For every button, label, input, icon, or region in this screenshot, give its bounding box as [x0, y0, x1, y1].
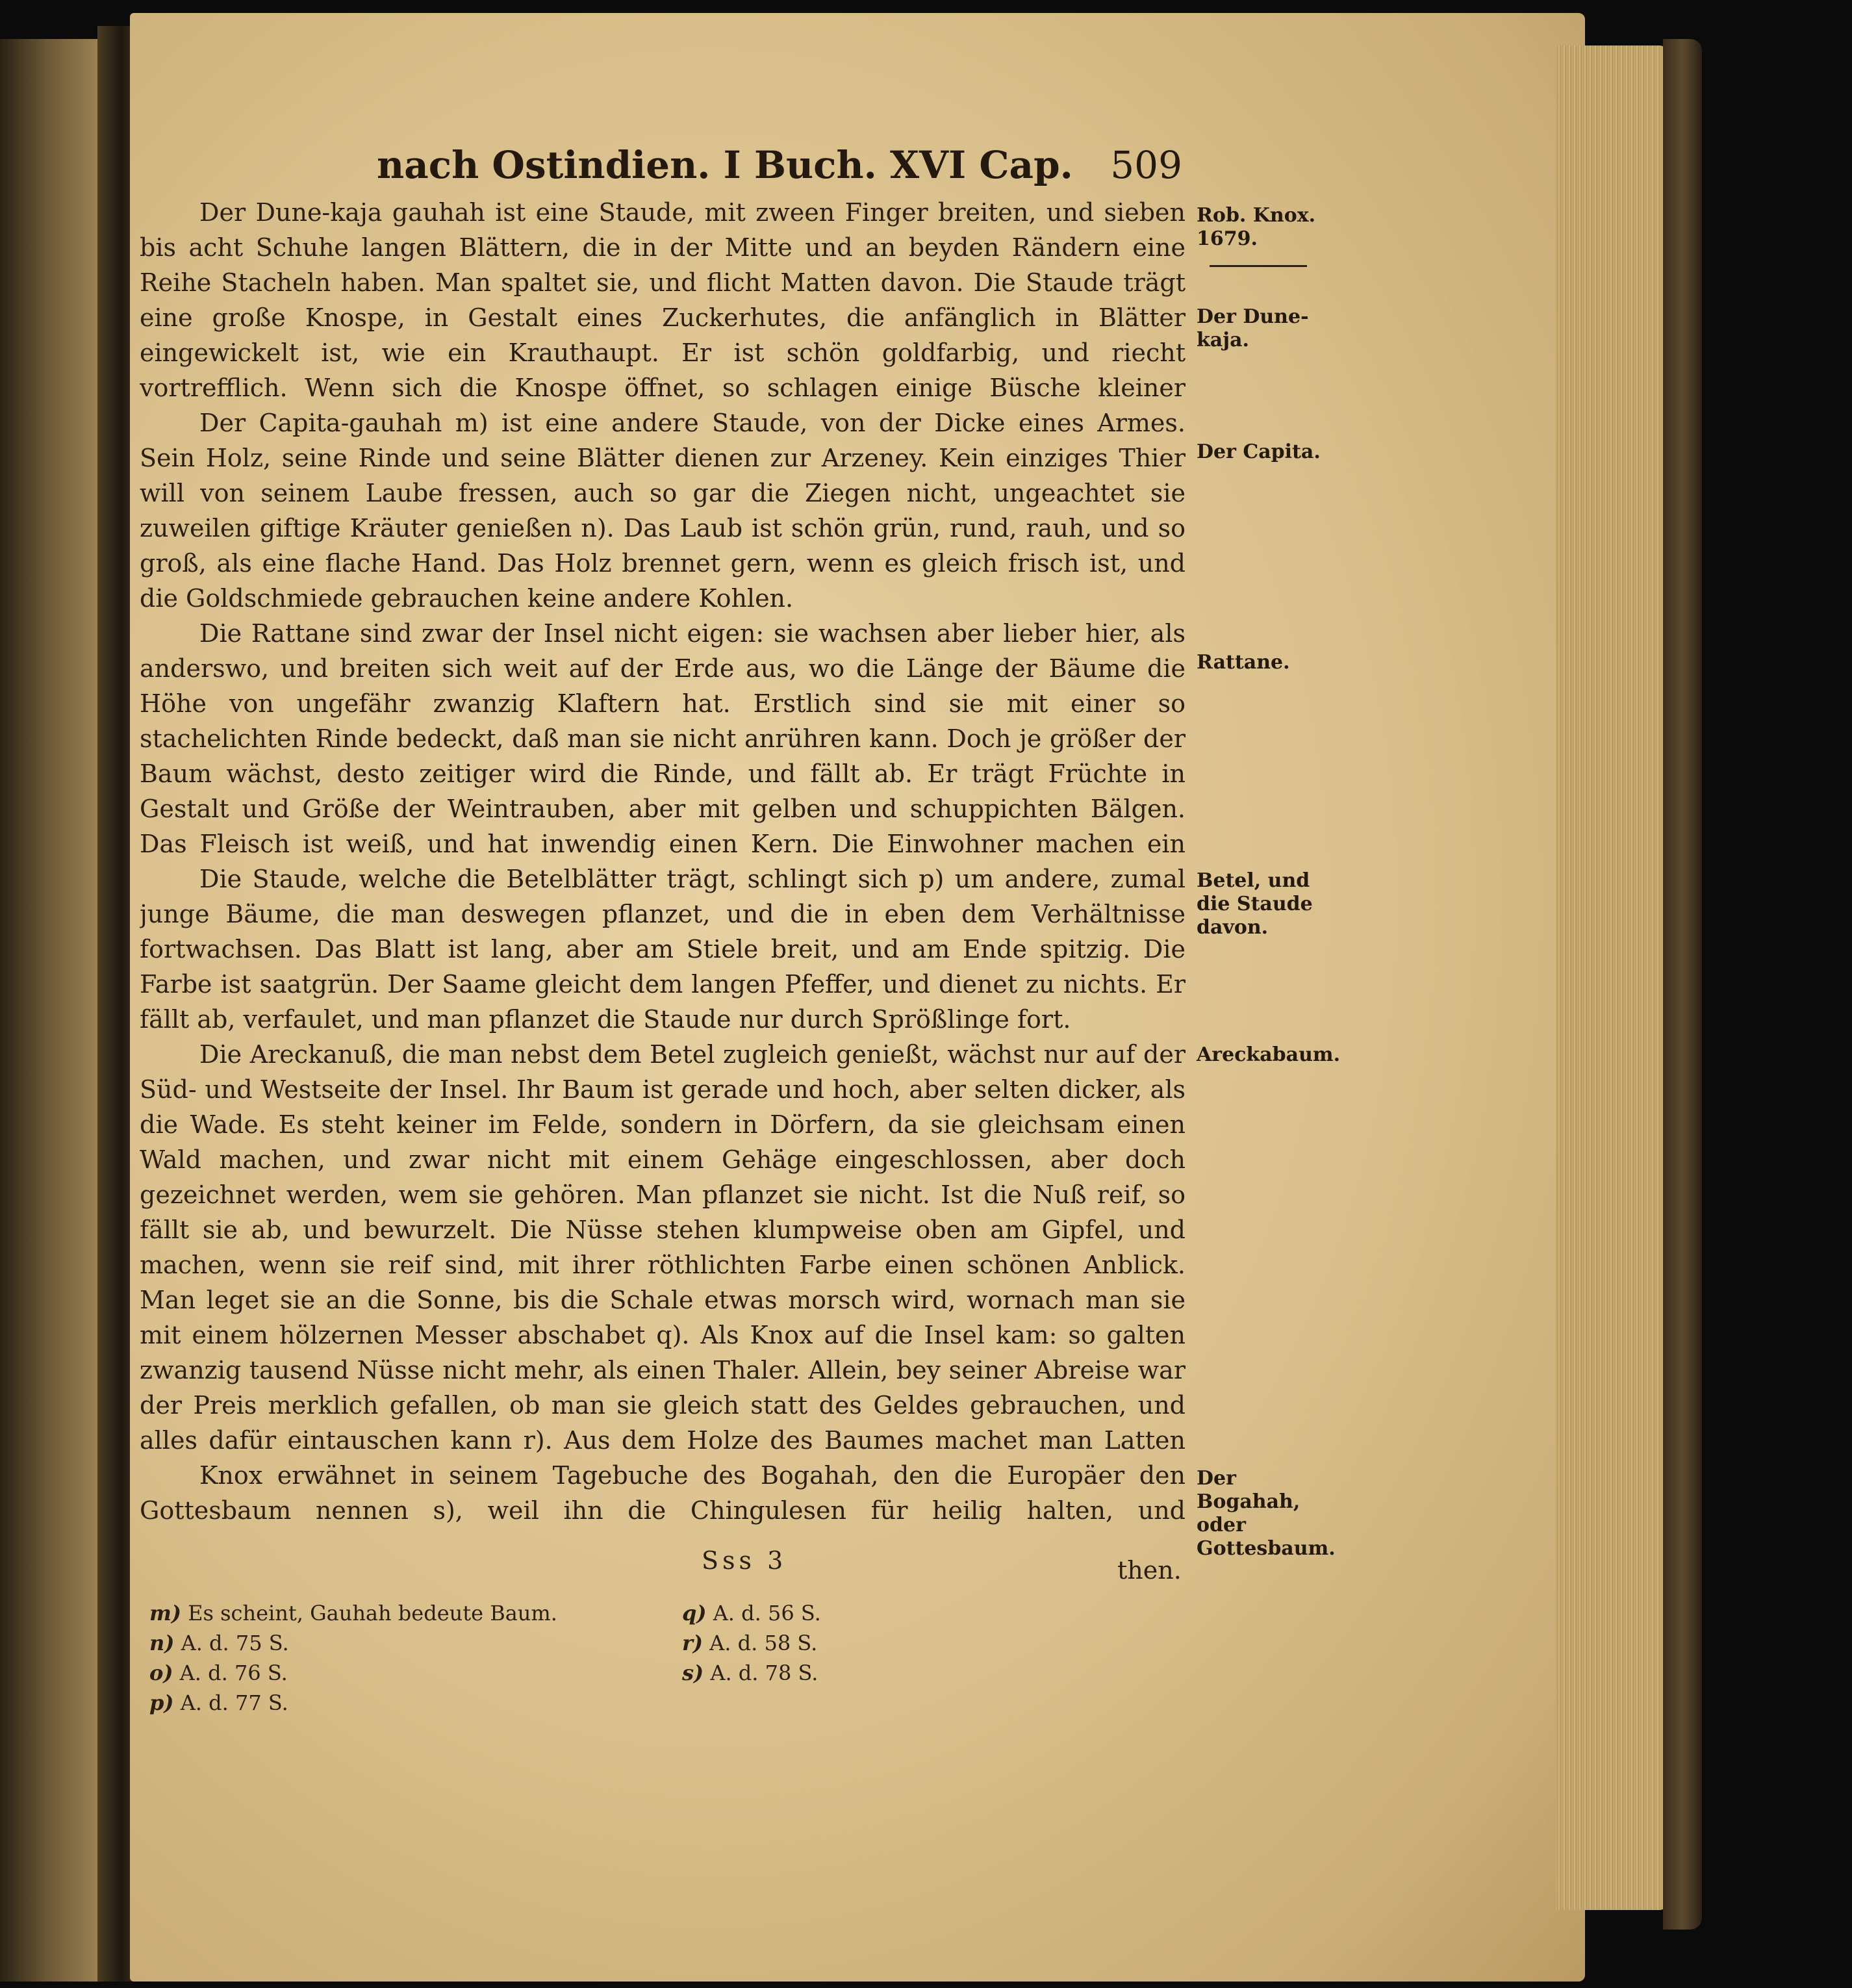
book-cover-edge [1663, 39, 1702, 1930]
paragraph-betel: Die Staude, welche die Betelblätter trägt, schlingt sich p) um andere, zumal junge Bäume, die man deswegen pflanzet, und die in eben dem Verhältnisse fortwachsen. Das Blatt ist lang, aber am Stiele breit, und am Ende spitzig. Die Farbe ist saatgrün. Der Saame gleicht dem langen Pfeffer, und dienet zu nichts. Er fällt ab, verfaulet, und man pflanzet die Staude nur durch Sprößlinge fort. [140, 865, 1186, 1034]
paragraph-capita: Der Capita-gauhah m) ist eine andere Staude, von der Dicke eines Armes. Sein Holz, seine Rinde und seine Blätter dienen zur Arzeney. Kein einziges Thier will von seinem Laube fressen, auch so gar die Ziegen nicht, ungeachtet sie zuweilen giftige Kräuter genießen n). Das Laub ist schön grün, rund, rauh, und so groß, als eine flache Hand. Das Holz brennet gern, wenn es gleich frisch ist, und die Goldschmiede gebrauchen keine andere Kohlen. [140, 409, 1186, 613]
footnote: m) Es scheint, Gauhah bedeute Baum. [149, 1601, 557, 1625]
running-head-title: nach Ostindien. I Buch. XVI Cap. [377, 143, 1073, 187]
running-head [377, 143, 1182, 195]
page-number: 509 [1110, 143, 1182, 187]
main-text [140, 195, 1186, 1528]
margin-note-rattane: Rattane. [1197, 651, 1290, 674]
page-edges [1556, 45, 1666, 1910]
paragraph-areckabaum: Die Areckanuß, die man nebst dem Betel zugleich genießt, wächst nur auf der Süd- und Westseite der Insel. Ihr Baum ist gerade und hoch, aber selten dicker, als die Wade. Es steht keiner im Felde, sondern in Dörfern, da sie gleichsam einen Wald machen, und zwar nicht mit einem Gehäge eingeschlossen, aber doch gezeichnet werden, wem sie gehören. Man pflanzet sie nicht. Ist die Nuß reif, so fällt sie ab, und bewurzelt. Die Nüsse stehen klumpweise oben am Gipfel, und machen, wenn sie reif sind, mit ihrer röthlichten Farbe einen schönen Anblick. Man leget sie an die Sonne, bis die Schale etwas morsch wird, wornach man sie mit einem hölzernen Messer abschabet q). Als Knox auf die Insel kam: so galten zwanzig tausend Nüsse nicht mehr, als einen Thaler. Allein, bey seiner Abreise war der Preis merklich gefallen, ob man sie gleich statt des Geldes gebrauchen, und alles dafür eintauschen kann r). Aus dem Holze des Baumes machet man Latten [140, 1040, 1186, 1455]
footnote: o) A. d. 76 S. [149, 1661, 288, 1685]
footnote: s) A. d. 78 S. [682, 1661, 818, 1685]
signature-mark: Sss 3 [702, 1546, 787, 1575]
margin-note-bogahah: Der Bogahah, oder Gottesbaum. [1197, 1467, 1336, 1560]
footnote: p) A. d. 77 S. [149, 1690, 288, 1715]
footnotes-left-column [149, 1598, 557, 1718]
paragraph-bogahah: Knox erwähnet in seinem Tagebuche des Bogahah, den die Europäer den Gottesbaum nennen s), weil ihn die Chingulesen für heilig halten, und [140, 1461, 1186, 1525]
paragraph-dune-kaja: Der Dune-kaja gauhah ist eine Staude, mit zween Finger breiten, und sieben bis acht Schuhe langen Blättern, die in der Mitte und an beyden Rändern eine Reihe Stacheln haben. Man spaltet sie, und flicht Matten davon. Die Staude trägt eine große Knospe, in Gestalt eines Zuckerhutes, die anfänglich in Blätter eingewickelt ist, wie ein Krauthaupt. Er ist schön goldfarbig, und riecht vortrefflich. Wenn sich die Knospe öffnet, so schlagen einige Büsche kleiner [140, 198, 1186, 402]
margin-note-knox: Rob. Knox. 1679. [1197, 204, 1316, 250]
paragraph-rattane: Die Rattane sind zwar der Insel nicht eigen: sie wachsen aber lieber hier, als anderswo, und breiten sich weit auf der Erde aus, wo die Länge der Bäume die Höhe von ungefähr zwanzig Klaftern hat. Erstlich sind sie mit einer so stachelichten Rinde bedeckt, daß man sie nicht anrühren kann. Doch je größer der Baum wächst, desto zeitiger wird die Rinde, und fällt ab. Er trägt Früchte in Gestalt und Größe der Weintrauben, aber mit gelben und schuppichten Bälgen. Das Fleisch ist weiß, und hat inwendig einen Kern. Die Einwohner machen ein [140, 619, 1186, 858]
margin-note-betel: Betel, und die Staude davon. [1197, 869, 1313, 939]
footnote: n) A. d. 75 S. [149, 1631, 289, 1655]
footnotes-right-column [682, 1598, 1020, 1688]
left-page-edge [0, 39, 104, 1982]
margin-note-areckabaum: Areckabaum. [1197, 1043, 1341, 1066]
margin-note-capita: Der Capita. [1197, 440, 1321, 463]
catchword: then. [1117, 1556, 1182, 1585]
footnote: q) A. d. 56 S. [682, 1601, 821, 1625]
margin-rule [1210, 265, 1307, 267]
footnote: r) A. d. 58 S. [682, 1631, 818, 1655]
margin-note-dune-kaja: Der Dune-kaja. [1197, 305, 1309, 351]
